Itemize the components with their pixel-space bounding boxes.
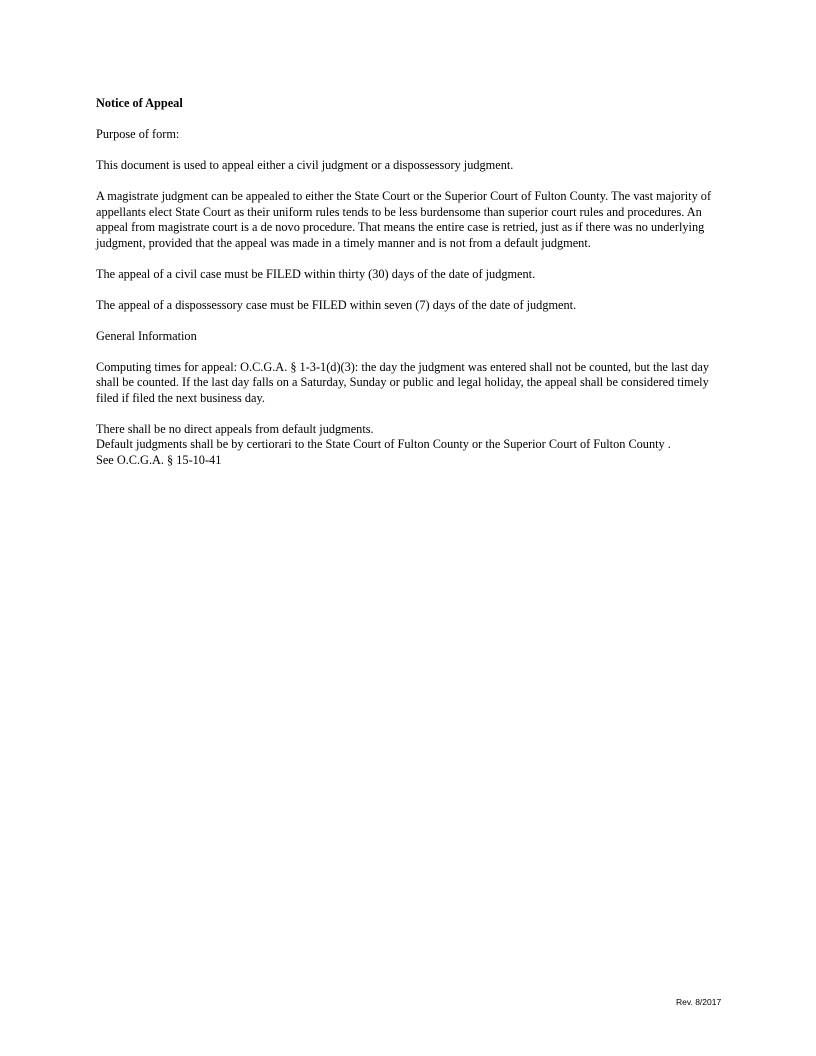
paragraph-appeal-courts: A magistrate judgment can be appealed to either the State Court or the Superior Court of Fulton County. The vast majority of appellants elect State Court as their uniform rules tends to be less burdensome than superior court rules and procedures. An appeal from magistrate court is a de novo procedure. That means the entire case is retried, just as if there was no underlying judgment, provided that the appeal was made in a timely manner and is not from a default judgment. [96,189,712,250]
paragraph-purpose: This document is used to appeal either a civil judgment or a dispossessory judgment. [96,158,514,172]
document-body [96,96,722,468]
paragraph-dispossessory-deadline: The appeal of a dispossessory case must be FILED within seven (7) days of the date of judgment. [96,297,577,312]
revision-date: Rev. 8/2017 [676,997,722,1007]
paragraph-certiorari: Default judgments shall be by certiorari to the State Court of Fulton County or the Superior Court of Fulton County . [96,437,671,451]
document-title: Notice of Appeal [96,96,183,110]
paragraph-statute-reference: See O.C.G.A. § 15-10-41 [96,452,222,467]
paragraph-computing-times: Computing times for appeal: O.C.G.A. § 1-3-1(d)(3): the day the judgment was entered shall not be counted, but the last day shall be counted. If the last day falls on a Saturday, Sunday or public and legal holiday, the appeal shall be considered timely filed if filed the next business day. [96,359,709,405]
general-info-heading: General Information [96,328,197,343]
purpose-heading: Purpose of form: [96,127,180,141]
paragraph-no-direct-appeals: There shall be no direct appeals from default judgments. [96,421,374,436]
paragraph-civil-deadline: The appeal of a civil case must be FILED within thirty (30) days of the date of judgment. [96,266,536,281]
